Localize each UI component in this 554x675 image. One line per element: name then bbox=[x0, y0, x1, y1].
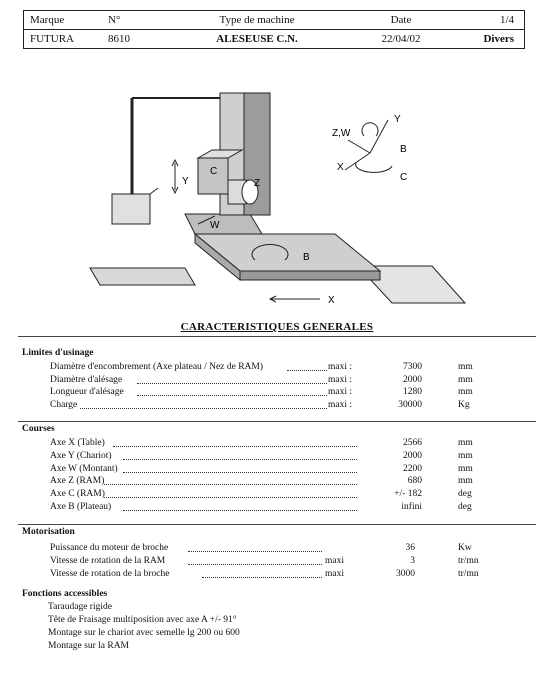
legend-zw-label: Z,W bbox=[332, 128, 351, 139]
spec-label: Diamètre d'alésage bbox=[50, 374, 123, 385]
spec-label: Vitesse de rotation de la broche bbox=[50, 569, 170, 579]
floor-rail-left bbox=[90, 268, 195, 285]
divider-3 bbox=[18, 524, 536, 525]
spec-unit: tr/mn bbox=[458, 556, 479, 566]
spec-maxi: maxi : bbox=[328, 387, 353, 397]
type-value: ALESEUSE C.N. bbox=[216, 33, 298, 45]
spec-label: Vitesse de rotation de la RAM bbox=[50, 556, 166, 566]
spec-value: 2000 bbox=[403, 374, 422, 385]
spec-unit: Kg bbox=[458, 399, 470, 410]
spec-maxi: maxi : bbox=[328, 362, 353, 372]
spec-value: 7300 bbox=[403, 362, 422, 372]
spec-value: +/- 182 bbox=[394, 489, 422, 500]
number-label: N° bbox=[108, 14, 121, 26]
spec-row bbox=[0, 555, 554, 568]
spec-maxi: maxi : bbox=[328, 399, 353, 410]
legend-y-label: Y bbox=[394, 114, 401, 125]
legend-b-label: B bbox=[400, 144, 407, 155]
pendant-edge bbox=[150, 188, 158, 194]
spec-value: 3000 bbox=[396, 569, 415, 579]
spec-leader bbox=[137, 374, 327, 384]
diagram-y-label: Y bbox=[182, 176, 189, 187]
fonction-item: Montage sur la RAM bbox=[48, 641, 130, 651]
spec-maxi: maxi : bbox=[328, 374, 353, 385]
legend-zw-axis bbox=[348, 140, 370, 153]
spec-row bbox=[0, 488, 554, 501]
spec-value: 2000 bbox=[403, 450, 422, 461]
spec-row bbox=[0, 450, 554, 463]
legend-c-rotation bbox=[356, 163, 392, 172]
spec-row bbox=[0, 386, 554, 399]
date-value: 22/04/02 bbox=[381, 33, 421, 45]
type-label: Type de machine bbox=[219, 14, 295, 26]
spec-row bbox=[0, 361, 554, 374]
spec-label: Axe Y (Chariot) bbox=[50, 450, 112, 461]
spec-unit: mm bbox=[458, 387, 473, 397]
diagram-w-label: W bbox=[210, 220, 220, 231]
carriage-base bbox=[185, 214, 262, 234]
spec-value: infini bbox=[401, 502, 422, 512]
spec-unit: mm bbox=[458, 438, 473, 448]
legend-b-rotation bbox=[362, 123, 378, 136]
spec-unit: tr/mn bbox=[458, 569, 479, 579]
spec-value: 30000 bbox=[398, 399, 422, 410]
spec-value: 2566 bbox=[403, 438, 422, 448]
courses-title: Courses bbox=[22, 424, 55, 434]
spec-unit: deg bbox=[458, 502, 472, 512]
header-labels-row bbox=[24, 11, 524, 29]
spec-row bbox=[0, 568, 554, 581]
spec-leader bbox=[202, 568, 322, 578]
spec-unit: mm bbox=[458, 362, 473, 372]
spec-leader bbox=[104, 475, 357, 485]
spec-label: Puissance du moteur de broche bbox=[50, 543, 169, 553]
spec-value: 1280 bbox=[403, 387, 422, 397]
spec-label: Axe X (Table) bbox=[50, 438, 105, 448]
spec-value: 680 bbox=[407, 476, 422, 487]
spec-leader bbox=[123, 463, 358, 473]
legend-x-label: X bbox=[337, 162, 344, 173]
spec-label: Diamètre d'encombrement (Axe plateau / Nez de RAM) bbox=[50, 362, 264, 372]
spec-leader bbox=[123, 450, 358, 460]
spec-unit: Kw bbox=[458, 543, 472, 553]
machine-diagram bbox=[80, 88, 480, 318]
spec-leader bbox=[287, 361, 327, 371]
limites-title: Limites d'usinage bbox=[22, 348, 94, 358]
spec-label: Charge bbox=[50, 399, 78, 410]
spec-unit: deg bbox=[458, 489, 472, 500]
legend-c-label: C bbox=[400, 172, 408, 183]
spec-label: Axe C (RAM) bbox=[50, 489, 105, 500]
fonction-item: Taraudage rigide bbox=[48, 602, 112, 612]
diagram-b-label: B bbox=[303, 252, 310, 263]
fonction-item: Montage sur le chariot avec semelle lg 200 ou 600 bbox=[48, 628, 240, 638]
spec-leader bbox=[113, 437, 357, 447]
page-value: Divers bbox=[483, 33, 514, 45]
divider-1 bbox=[18, 336, 536, 337]
spec-unit: mm bbox=[458, 476, 473, 487]
page-label: 1/4 bbox=[499, 14, 514, 26]
table-front bbox=[240, 271, 380, 280]
spec-value: 2200 bbox=[403, 463, 422, 474]
divider-2 bbox=[18, 421, 536, 422]
marque-label: Marque bbox=[30, 14, 65, 26]
spec-leader bbox=[123, 501, 358, 511]
section-title: CARACTERISTIQUES GENERALES bbox=[180, 321, 374, 333]
spec-maxi: maxi bbox=[325, 569, 344, 579]
spec-maxi: maxi bbox=[325, 556, 344, 566]
spec-label: Axe Z (RAM) bbox=[50, 476, 105, 487]
spec-row bbox=[0, 374, 554, 387]
spec-leader bbox=[137, 386, 327, 396]
spec-row bbox=[0, 399, 554, 412]
spec-leader bbox=[188, 555, 322, 565]
spec-value: 3 bbox=[410, 556, 415, 566]
fonctions-title: Fonctions accessibles bbox=[22, 589, 108, 599]
marque-value: FUTURA bbox=[30, 33, 75, 45]
diagram-x-label: X bbox=[328, 295, 335, 306]
number-value: 8610 bbox=[108, 33, 130, 45]
spec-unit: mm bbox=[458, 374, 473, 385]
spec-row bbox=[0, 501, 554, 514]
legend-y-axis bbox=[370, 120, 388, 153]
spec-leader bbox=[104, 488, 357, 498]
spec-label: Axe W (Montant) bbox=[50, 463, 118, 474]
spec-label: Axe B (Plateau) bbox=[50, 502, 112, 512]
diagram-c-label: C bbox=[210, 166, 218, 177]
spec-row bbox=[0, 437, 554, 450]
spec-label: Longueur d'alésage bbox=[50, 387, 124, 397]
header-table bbox=[23, 10, 525, 49]
control-pendant bbox=[112, 194, 150, 224]
date-label: Date bbox=[390, 14, 412, 26]
spec-value: 36 bbox=[405, 543, 415, 553]
spec-row bbox=[0, 542, 554, 555]
spec-row bbox=[0, 475, 554, 488]
header-values-row bbox=[24, 29, 524, 48]
fonction-item: Tête de Fraisage multiposition avec axe A +/- 91° bbox=[48, 615, 237, 625]
spec-row bbox=[0, 463, 554, 476]
spec-unit: mm bbox=[458, 450, 473, 461]
motorisation-title: Motorisation bbox=[22, 527, 75, 537]
diagram-z-label: Z bbox=[254, 178, 261, 189]
spec-leader bbox=[188, 542, 322, 552]
spec-unit: mm bbox=[458, 463, 473, 474]
spec-leader bbox=[80, 399, 327, 409]
